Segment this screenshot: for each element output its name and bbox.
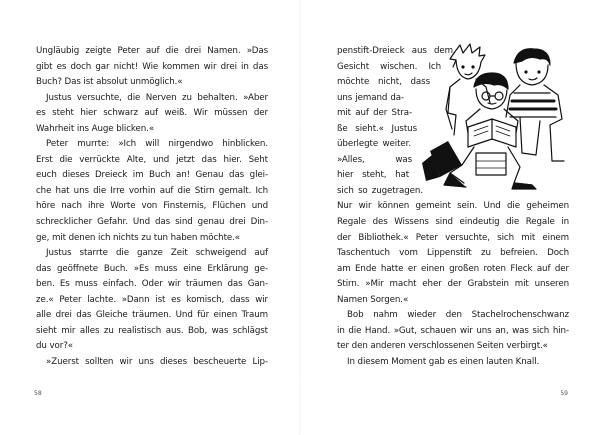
illustration-drawing xyxy=(410,43,570,191)
text-line: Regale des Wissens sind eindeutig die Regale in xyxy=(337,217,569,228)
three-boys-reading-illustration xyxy=(410,43,570,191)
text-line: Buch? Das ist absolut unmöglich.« xyxy=(36,77,183,88)
text-line: Peter murrte: »Ich will nirgendwo hinblicken. xyxy=(46,139,268,150)
text-line: ße sieht.« Justus xyxy=(337,123,417,134)
text-line: möchte nicht, dass xyxy=(337,77,430,88)
text-line: in die Hand. »Gut, schauen wir uns an, was sich hin- xyxy=(337,325,569,336)
text-line: Wahrheit ins Auge blicken.« xyxy=(36,123,155,134)
text-line: Taschentuch vom Lippenstift zu befreien. Doch xyxy=(337,248,569,259)
text-line: »Alles, was xyxy=(337,154,412,165)
text-line: der Bibliothek.« Peter versuchte, sich mit einem xyxy=(337,232,569,243)
text-line: Justus starrte die ganze Zeit schweigend auf xyxy=(46,248,268,259)
text-line: Gesicht wischen. Ich xyxy=(337,61,441,72)
text-line: Ungläubig zeigte Peter auf die drei Namen. »Das xyxy=(36,46,268,56)
text-line: hier steht, hat xyxy=(337,170,409,181)
text-line: überlegte weiter. xyxy=(337,139,411,150)
page-number-left: 58 xyxy=(34,390,42,397)
text-line: das geöffnete Buch. »Es muss eine Erklärung ge- xyxy=(36,263,268,274)
text-line: schrecklicher Gefahr. Und das sind genau drei Din- xyxy=(36,217,268,228)
text-line: ben. Es muss einfach. Oder wir träumen das Gan- xyxy=(36,279,268,290)
text-line: Namen Sorgen.« xyxy=(337,294,409,305)
text-line: am Ende hatte er einen großen roten Fleck auf der xyxy=(337,263,569,274)
text-line: sich so zugetragen. xyxy=(337,185,423,196)
page-number-right: 59 xyxy=(560,390,568,397)
text-line: Justus versuchte, die Nerven zu behalten. »Aber xyxy=(46,92,268,103)
text-line: uns jemand da- xyxy=(337,92,404,103)
text-line: es steht hier schwarz auf weiß. Wir müssen der xyxy=(36,108,268,119)
text-line: Erst die verrückte Alte, und jetzt das hier. Seht xyxy=(36,154,268,165)
text-line: gibt es doch gar nicht! Wie kommen wir drei in das xyxy=(36,61,268,72)
text-line: du vor?« xyxy=(36,341,73,352)
text-line: »Zuerst sollten wir uns dieses bescheuerte Lip- xyxy=(46,356,268,367)
text-line: ge, mit denen ich nichts zu tun haben möchte.« xyxy=(36,232,241,243)
text-line: alle drei das Gleiche träumen. Und für einen Traum xyxy=(36,310,268,321)
text-line: Bob nahm wieder den Stachelrochenschwanz xyxy=(347,310,569,321)
text-line: ter den anderen verschlossenen Seiten verbirgt.« xyxy=(337,341,548,352)
text-line: Nur wir können gemeint sein. Und die geheimen xyxy=(337,201,569,212)
text-line: che hat uns die Irre vorhin auf die Stirn gemalt. Ich xyxy=(36,185,268,196)
text-line: mit auf der Stra- xyxy=(337,108,412,119)
text-line: ze.« Peter lachte. »Dann ist es komisch, dass wir xyxy=(36,294,268,305)
text-line: penstift-Dreieck aus dem xyxy=(337,46,453,56)
text-line: In diesem Moment gab es einen lauten Knall. xyxy=(347,356,540,367)
text-line: euch dieses Dreieck im Buch an! Genau das glei- xyxy=(36,170,268,181)
text-line: höre nach ihre Worte von Finsternis, Flüchen und xyxy=(36,201,268,212)
text-line: Stirn. »Mir macht eher der Grabstein mit unseren xyxy=(337,279,569,290)
left-page-text xyxy=(36,44,268,370)
text-line: sieht mir alles zu realistisch aus. Bob, was schlägst xyxy=(36,325,268,336)
